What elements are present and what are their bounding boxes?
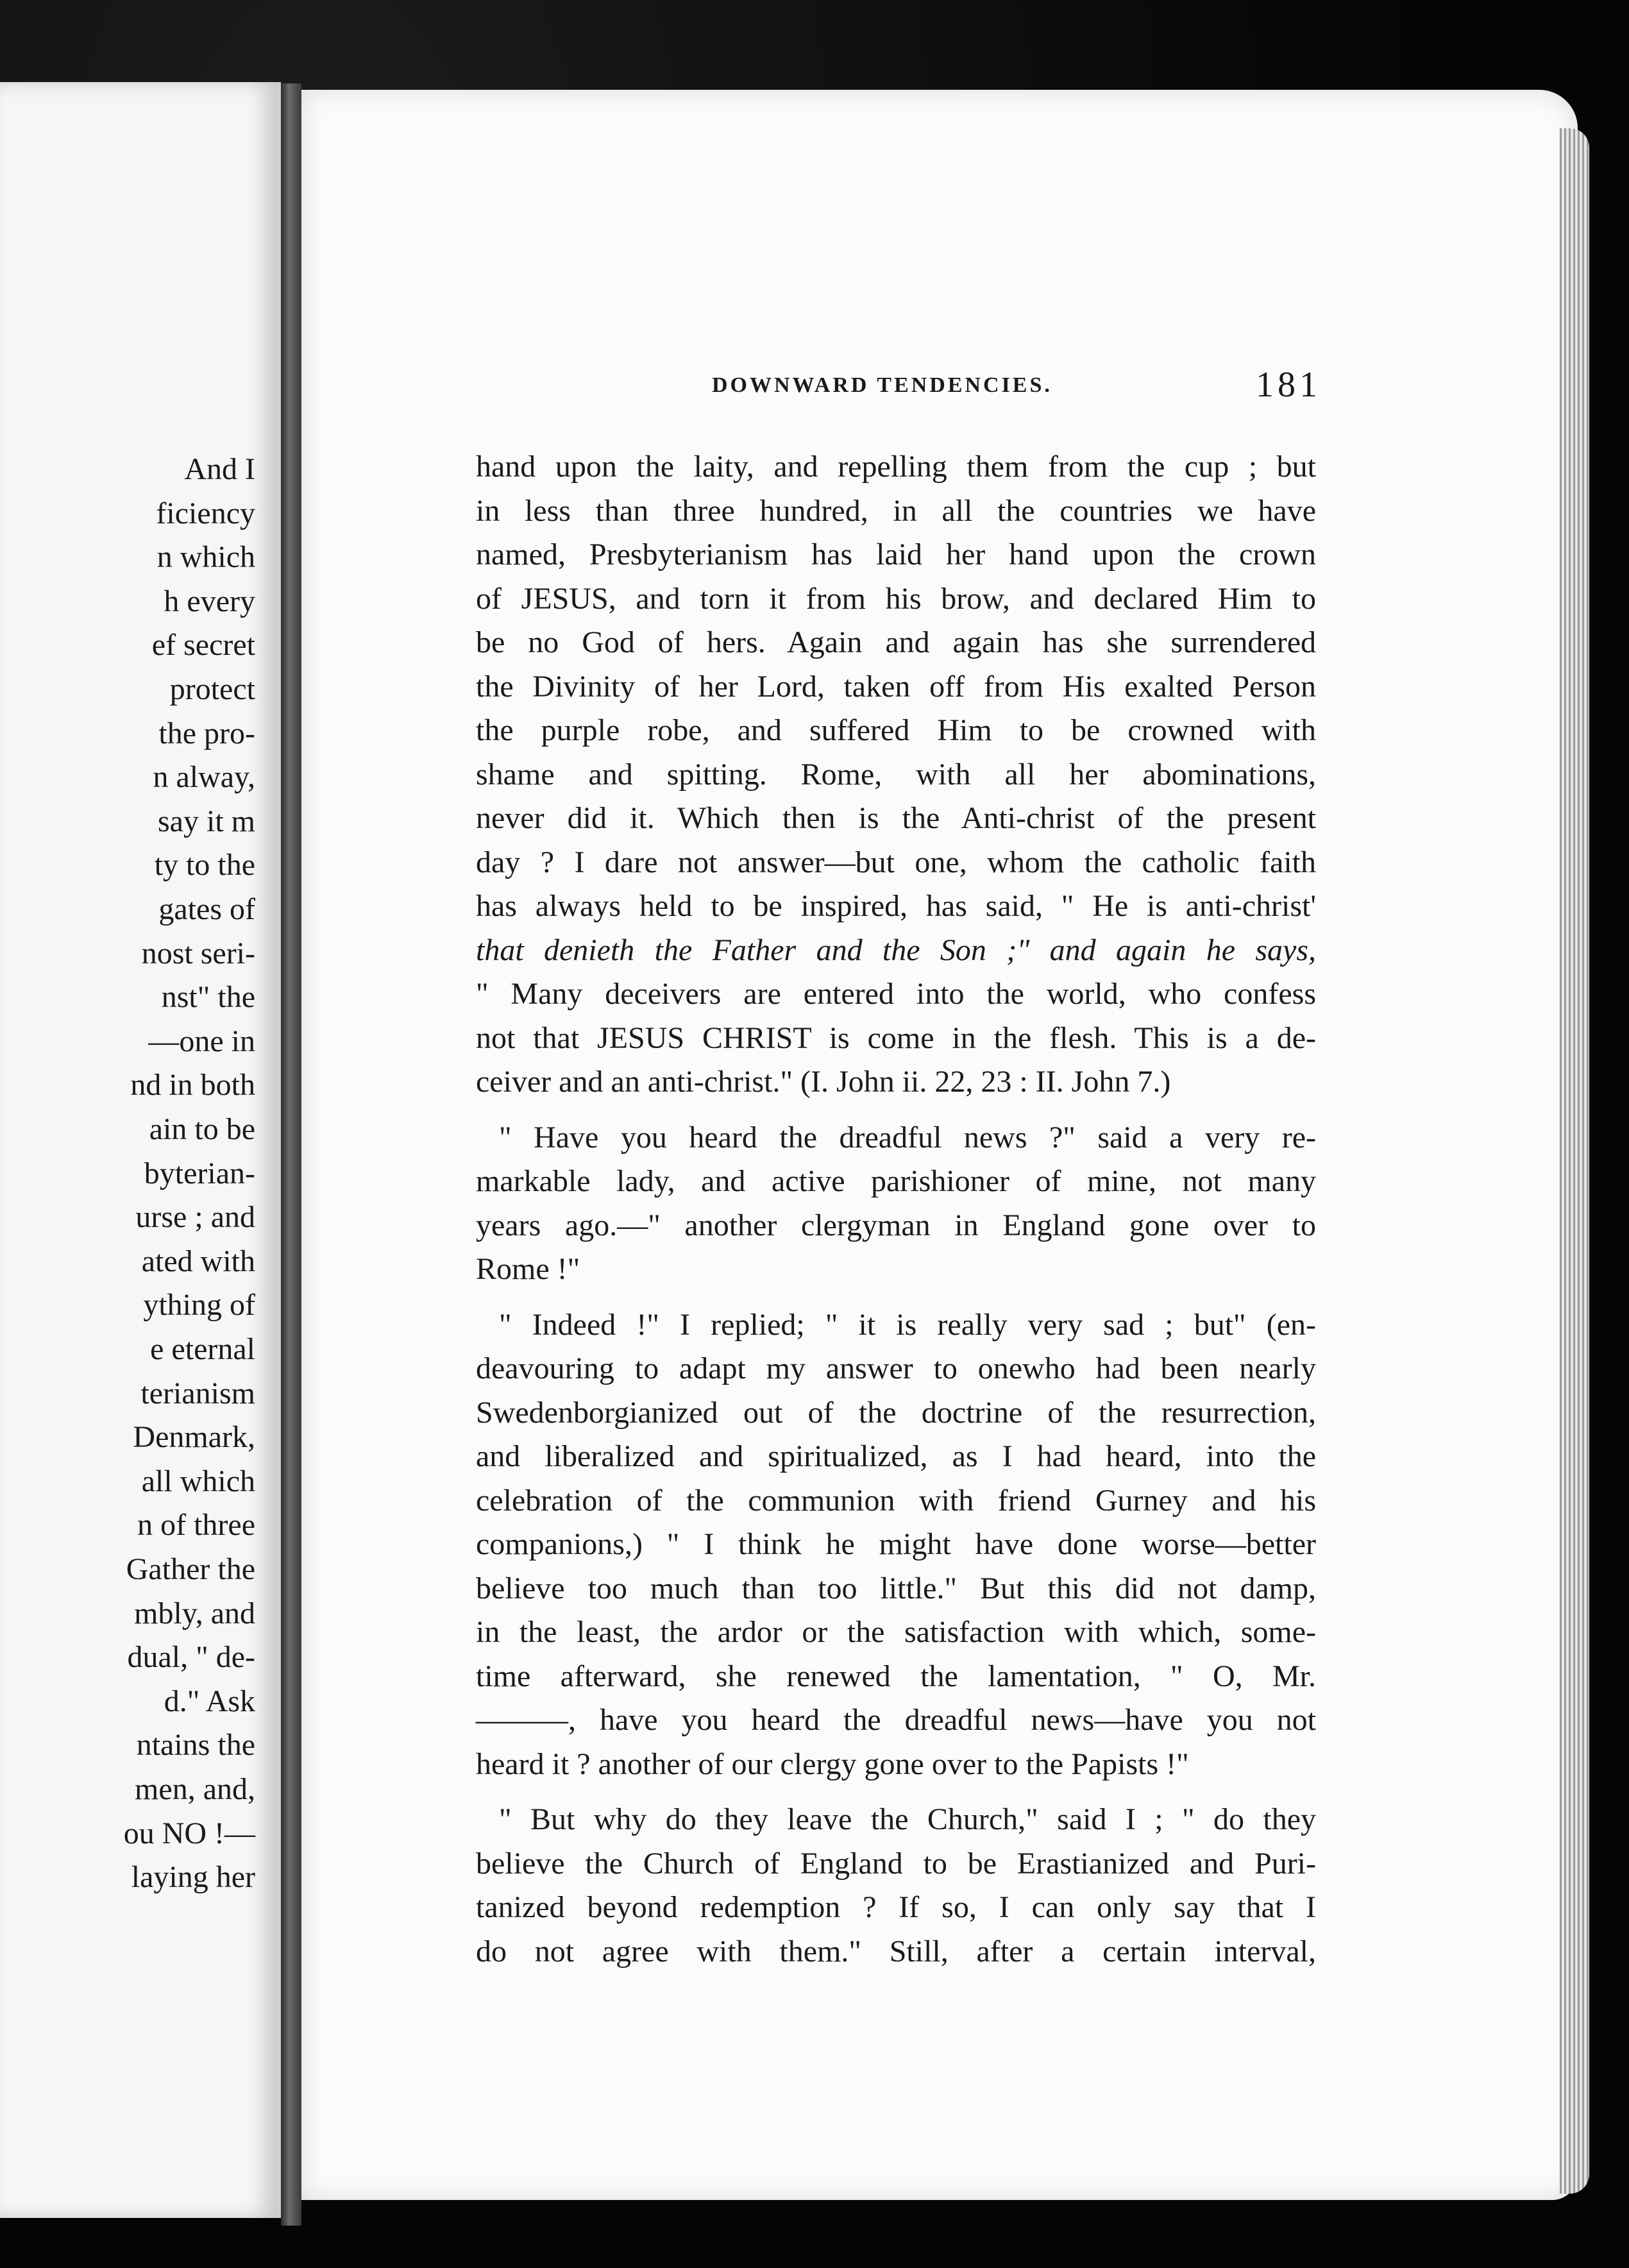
- left-page-line: the pro-: [158, 716, 255, 750]
- text-line: Rome !": [476, 1252, 580, 1286]
- text-line: " Many deceivers are entered into the world, who confess: [476, 977, 1316, 1011]
- text-line: in less than three hundred, in all the countries we have: [476, 493, 1316, 528]
- text-line: heard it ? another of our clergy gone over to the Papists !": [476, 1747, 1189, 1781]
- text-line: time afterward, she renewed the lamentation, " O, Mr.: [476, 1659, 1316, 1693]
- left-page-line: ated with: [141, 1244, 255, 1278]
- page-number: 181: [1256, 365, 1321, 405]
- text-line: " Indeed !" I replied; " it is really very sad ; but" (en-: [499, 1307, 1316, 1342]
- text-line: has always held to be inspired, has said, " He is anti-christ': [476, 889, 1316, 923]
- text-line: believe too much than too little." But this did not damp,: [476, 1571, 1316, 1605]
- text-line: be no God of hers. Again and again has she surrendered: [476, 625, 1316, 659]
- text-line: do not agree with them." Still, after a certain interval,: [476, 1934, 1316, 1968]
- text-line: tanized beyond redemption ? If so, I can only say that I: [476, 1890, 1316, 1924]
- left-page-line: ything of: [143, 1288, 255, 1323]
- text-line: companions,) " I think he might have done worse—better: [476, 1527, 1316, 1561]
- left-page-line: byterian-: [144, 1156, 255, 1190]
- text-line: celebration of the communion with friend Gurney and his: [476, 1483, 1316, 1518]
- text-line: Swedenborgianized out of the doctrine of the resurrection,: [476, 1395, 1316, 1430]
- book-gutter: [281, 83, 301, 2226]
- left-page-line: ty to the: [154, 848, 255, 883]
- left-page-line: And I: [184, 452, 255, 486]
- text-line: that denieth the Father and the Son ;" and again he says,: [476, 933, 1316, 967]
- text-line: " But why do they leave the Church," said I ; " do they: [499, 1802, 1316, 1836]
- left-page-line: Gather the: [126, 1552, 255, 1586]
- left-page-line: ficiency: [156, 496, 255, 530]
- left-page-line: ain to be: [149, 1112, 255, 1146]
- body-text: [476, 445, 1316, 1974]
- left-page-line: d." Ask: [164, 1684, 255, 1718]
- left-page-line: nst" the: [161, 980, 255, 1015]
- text-line: years ago.—" another clergyman in England gone over to: [476, 1208, 1316, 1242]
- text-line: never did it. Which then is the Anti-christ of the present: [476, 801, 1316, 835]
- left-page-line: h every: [164, 584, 255, 618]
- text-line: not that JESUS CHRIST is come in the flesh. This is a de-: [476, 1020, 1316, 1055]
- page-edges: [1560, 128, 1589, 2194]
- left-page-line: ou NO !—: [123, 1816, 255, 1850]
- left-page-line: n which: [156, 540, 255, 575]
- left-page-line: ntains the: [136, 1728, 255, 1763]
- left-page-line: gates of: [158, 892, 255, 926]
- text-line: markable lady, and active parishioner of mine, not many: [476, 1164, 1316, 1198]
- left-page-line: n of three: [137, 1508, 255, 1543]
- left-page-line: men, and,: [135, 1772, 255, 1806]
- text-line: the purple robe, and suffered Him to be crowned with: [476, 713, 1316, 747]
- left-page-line: protect: [169, 672, 255, 706]
- left-page-line: Denmark,: [133, 1420, 255, 1455]
- text-line: hand upon the laity, and repelling them from the cup ; but: [476, 450, 1316, 484]
- left-page-line: nd in both: [130, 1068, 255, 1103]
- text-line: of JESUS, and torn it from his brow, and declared Him to: [476, 581, 1316, 616]
- text-line: the Divinity of her Lord, taken off from His exalted Person: [476, 669, 1316, 704]
- text-line: and liberalized and spiritualized, as I had heard, into the: [476, 1439, 1316, 1473]
- left-page-line: dual, " de-: [127, 1640, 255, 1675]
- left-page-line: —one in: [148, 1024, 255, 1058]
- left-page-line: e eternal: [150, 1332, 255, 1366]
- left-page-line: say it m: [158, 804, 255, 838]
- left-page-line: terianism: [140, 1376, 255, 1410]
- text-line: deavouring to adapt my answer to onewho had been nearly: [476, 1351, 1316, 1385]
- left-page: [0, 82, 281, 2218]
- left-page-line: n alway,: [153, 760, 255, 795]
- left-page-line: ef secret: [151, 628, 255, 663]
- text-line: ———, have you heard the dreadful news—have you not: [476, 1703, 1316, 1737]
- text-line: named, Presbyterianism has laid her hand upon the crown: [476, 537, 1316, 571]
- left-page-line: urse ; and: [135, 1200, 255, 1235]
- text-line: day ? I dare not answer—but one, whom the catholic faith: [476, 845, 1316, 879]
- text-line: shame and spitting. Rome, with all her abominations,: [476, 757, 1316, 791]
- left-page-line: laying her: [131, 1860, 255, 1895]
- text-line: ceiver and an anti-christ." (I. John ii. 22, 23 : II. John 7.): [476, 1065, 1171, 1099]
- left-page-line: all which: [141, 1464, 255, 1498]
- left-page-line: nost seri-: [141, 936, 255, 970]
- text-line: in the least, the ardor or the satisfaction with which, some-: [476, 1615, 1316, 1649]
- running-head: DOWNWARD TENDENCIES.: [712, 373, 1052, 397]
- text-line: believe the Church of England to be Erastianized and Puri-: [476, 1846, 1316, 1881]
- left-page-line: mbly, and: [134, 1596, 255, 1630]
- text-line: " Have you heard the dreadful news ?" said a very re-: [499, 1120, 1316, 1155]
